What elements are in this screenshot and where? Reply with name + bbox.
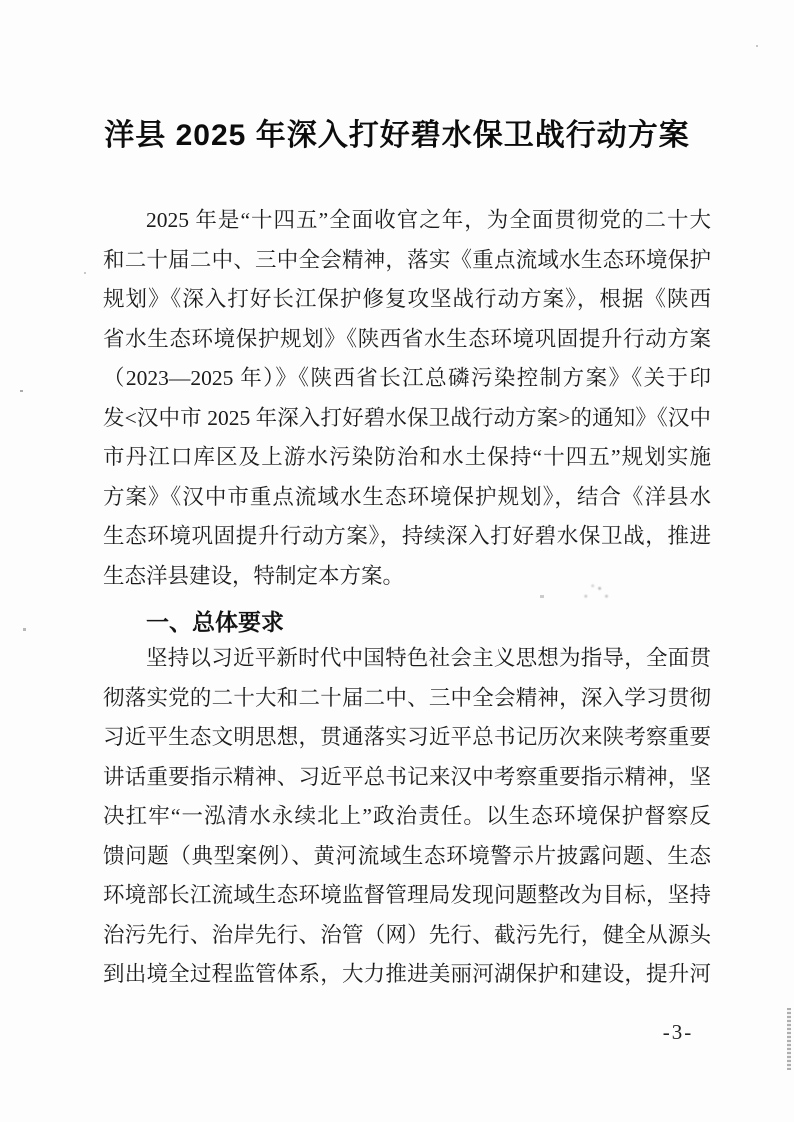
text-line: 2025 年是“十四五”全面收官之年，为全面贯彻党的二十大 [146, 208, 711, 232]
section-body-paragraph [103, 639, 711, 995]
text-line: 彻落实党的二十大和二十届二中、三中全会精神，深入学习贯彻 [103, 685, 711, 710]
section-heading: 一、总体要求 [146, 609, 284, 635]
text-line: 规划》《深入打好长江保护修复攻坚战行动方案》，根据《陕西 [103, 287, 711, 311]
text-line: 省水生态环境保护规划》《陕西省水生态环境巩固提升行动方案 [103, 326, 711, 351]
document-title: 洋县 2025 年深入打好碧水保卫战行动方案 [104, 119, 690, 152]
scan-artifact [84, 272, 86, 274]
scan-artifact [787, 1008, 791, 1070]
text-line: 讲话重要指示精神、习近平总书记来汉中考察重要指示精神，坚 [103, 764, 711, 789]
text-line: 决扛牢“一泓清水永续北上”政治责任。以生态环境保护督察反 [103, 804, 711, 828]
text-line: 市丹江口库区及上游水污染防治和水土保持“十四五”规划实施 [103, 445, 711, 469]
scan-artifact [23, 628, 26, 631]
text-line: 到出境全过程监管体系，大力推进美丽河湖保护和建设，提升河 [103, 962, 711, 986]
intro-paragraph [103, 201, 711, 596]
text-line: 和二十届二中、三中全会精神，落实《重点流域水生态环境保护 [103, 247, 711, 272]
text-line: 方案》《汉中市重点流域水生态环境保护规划》，结合《洋县水 [103, 484, 711, 509]
text-line: 习近平生态文明思想，贯通落实习近平总书记历次来陕考察重要 [103, 725, 711, 749]
text-line: 馈问题（典型案例）、黄河流域生态环境警示片披露问题、生态 [103, 843, 711, 868]
text-line: 发<汉中市 2025 年深入打好碧水保卫战行动方案>的通知》《汉中 [103, 405, 711, 430]
text-line: 生态洋县建设，特制定本方案。 [103, 563, 405, 588]
text-line: 治污先行、治岸先行、治管（网）先行、截污先行，健全从源头 [103, 922, 711, 947]
page-number: -3- [662, 1020, 694, 1044]
scan-artifact [20, 390, 23, 392]
text-line: 生态环境巩固提升行动方案》，持续深入打好碧水保卫战，推进 [103, 524, 711, 548]
text-line: 坚持以习近平新时代中国特色社会主义思想为指导，全面贯 [146, 646, 711, 670]
scan-artifact [756, 45, 758, 47]
text-line: 环境部长江流域生态环境监督管理局发现问题整改为目标，坚持 [103, 883, 711, 907]
text-line: （2023—2025 年）》《陕西省长江总磷污染控制方案》《关于印 [103, 366, 711, 390]
